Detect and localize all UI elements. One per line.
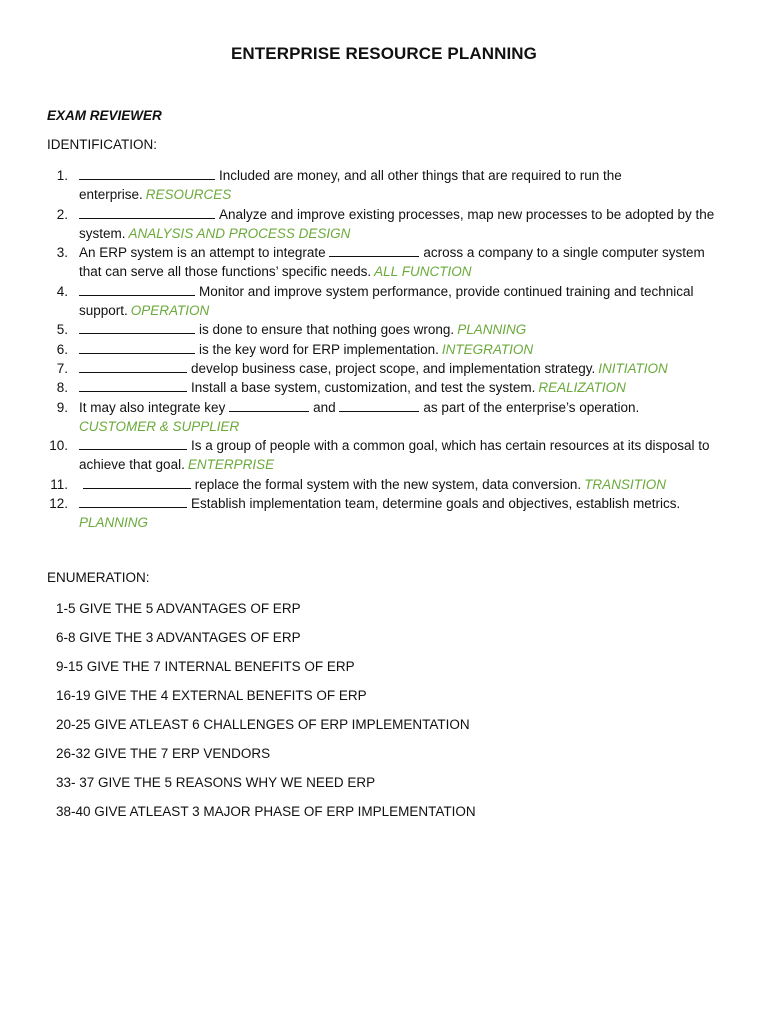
item-text: Included are money, and all other things that are required to run the enterprise. xyxy=(79,168,622,203)
item-number: 6. xyxy=(56,341,68,357)
item-answer: PLANNING xyxy=(457,322,527,338)
item-number: 3. xyxy=(56,245,68,261)
list-item xyxy=(47,398,722,437)
item-answer: ALL FUNCTION xyxy=(374,264,472,280)
list-item: 1-5 GIVE THE 5 ADVANTAGES OF ERP xyxy=(56,601,301,616)
item-text: replace the formal system with the new system, data conversion. xyxy=(194,476,582,492)
item-number: 12. xyxy=(49,496,68,512)
item-answer: ANALYSIS AND PROCESS DESIGN xyxy=(128,225,351,241)
item-answer: INITIATION xyxy=(598,360,668,376)
item-text: is done to ensure that nothing goes wrong. xyxy=(199,322,455,338)
answer-blank xyxy=(79,166,215,180)
list-item xyxy=(47,436,722,475)
item-text: is the key word for ERP implementation. xyxy=(199,341,439,357)
item-number: 1. xyxy=(56,168,68,183)
list-item: 33- 37 GIVE THE 5 REASONS WHY WE NEED ERP xyxy=(56,775,376,790)
item-text: across a company to a single computer system that can serve all those functions’ specific needs. xyxy=(79,245,705,280)
item-number: 10. xyxy=(49,438,68,454)
answer-blank xyxy=(79,320,195,334)
enumeration-heading: ENUMERATION: xyxy=(47,570,150,585)
answer-blank xyxy=(79,359,187,373)
identification-heading: IDENTIFICATION: xyxy=(47,137,157,152)
item-text: as part of the enterprise’s operation. xyxy=(423,399,640,415)
item-number: 11. xyxy=(50,476,68,492)
list-item xyxy=(47,205,722,244)
item-number: 5. xyxy=(56,322,68,338)
answer-blank xyxy=(329,243,419,257)
exam-reviewer-subtitle: EXAM REVIEWER xyxy=(47,108,162,123)
list-item: 38-40 GIVE ATLEAST 3 MAJOR PHASE OF ERP IMPLEMENTATION xyxy=(56,804,476,819)
list-item: 6-8 GIVE THE 3 ADVANTAGES OF ERP xyxy=(56,630,301,645)
item-text: develop business case, project scope, and implementation strategy. xyxy=(191,360,596,376)
list-item xyxy=(47,494,722,533)
list-item xyxy=(47,320,722,339)
answer-blank xyxy=(79,205,215,219)
item-number: 4. xyxy=(56,283,68,299)
list-item xyxy=(47,378,722,397)
item-text: Is a group of people with a common goal, which has certain resources at its disposal to achieve that goal. xyxy=(79,438,710,473)
identification-list xyxy=(47,166,722,533)
list-item xyxy=(47,340,722,359)
list-item xyxy=(47,475,722,494)
item-text: Establish implementation team, determine goals and objectives, establish metrics. xyxy=(191,496,681,512)
item-answer: REALIZATION xyxy=(538,380,626,396)
item-answer: CUSTOMER & SUPPLIER xyxy=(79,418,240,434)
answer-blank xyxy=(339,398,419,412)
answer-blank xyxy=(79,340,195,354)
item-text-before: It may also integrate key xyxy=(79,399,226,415)
item-answer: PLANNING xyxy=(79,515,149,531)
item-number: 2. xyxy=(56,206,68,222)
answer-blank xyxy=(79,494,187,508)
list-item: 26-32 GIVE THE 7 ERP VENDORS xyxy=(56,746,271,761)
list-item: 9-15 GIVE THE 7 INTERNAL BENEFITS OF ERP xyxy=(56,659,355,674)
list-item: 20-25 GIVE ATLEAST 6 CHALLENGES OF ERP IMPLEMENTATION xyxy=(56,717,470,732)
item-text: Analyze and improve existing processes, map new processes to be adopted by the system. xyxy=(79,206,715,241)
item-answer: ENTERPRISE xyxy=(187,457,275,473)
item-answer: TRANSITION xyxy=(584,476,666,492)
item-answer: RESOURCES xyxy=(145,187,232,203)
list-item: 16-19 GIVE THE 4 EXTERNAL BENEFITS OF ERP xyxy=(56,688,367,703)
answer-blank xyxy=(229,398,309,412)
answer-blank xyxy=(83,475,191,489)
item-answer: INTEGRATION xyxy=(441,341,534,357)
enumeration-list xyxy=(56,599,476,831)
item-number: 7. xyxy=(56,360,68,376)
item-text-middle: and xyxy=(313,399,336,415)
answer-blank xyxy=(79,436,187,450)
list-item xyxy=(47,243,722,282)
answer-blank xyxy=(79,282,195,296)
page-title: ENTERPRISE RESOURCE PLANNING xyxy=(230,44,537,63)
item-answer: OPERATION xyxy=(130,303,210,319)
answer-blank xyxy=(79,378,187,392)
list-item xyxy=(47,282,722,321)
list-item xyxy=(47,359,722,378)
item-text: Monitor and improve system performance, provide continued training and technical support. xyxy=(79,283,694,319)
item-text-before: An ERP system is an attempt to integrate xyxy=(79,245,326,261)
item-number: 8. xyxy=(56,380,68,396)
list-item xyxy=(47,166,722,205)
item-text: Install a base system, customization, and test the system. xyxy=(191,380,536,396)
item-number: 9. xyxy=(56,399,68,415)
